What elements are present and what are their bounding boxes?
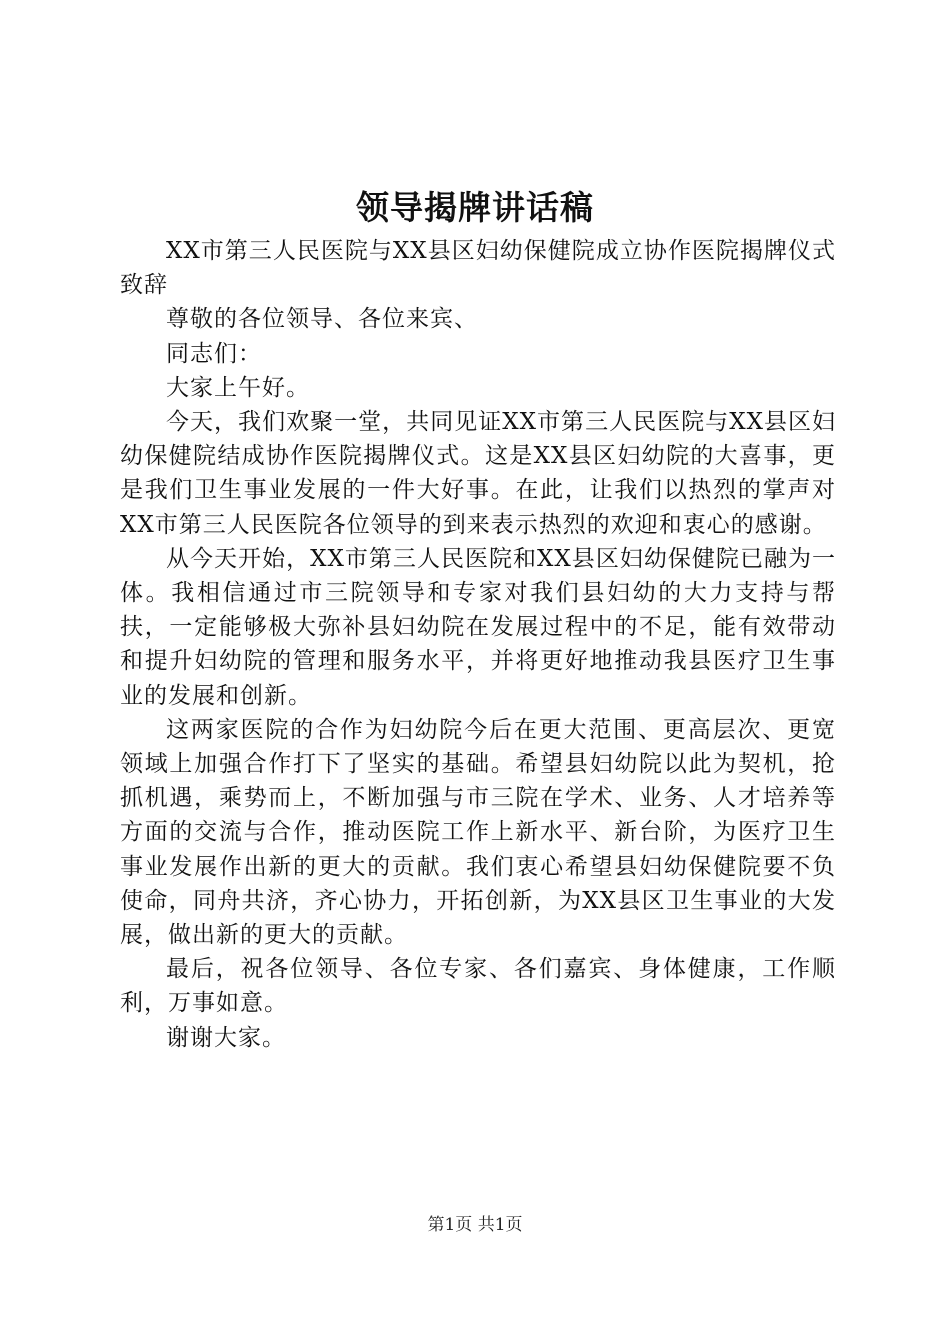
paragraph-thanks: 谢谢大家。: [166, 1024, 286, 1051]
document-title: 领导揭牌讲话稿: [356, 188, 594, 227]
paragraph-body-3: 这两家医院的合作为妇幼院今后在更大范围、更高层次、更宽领域上加强合作打下了坚实的基础。希望县妇幼院以此为契机，抢抓机遇，乘势而上，不断加强与市三院在学术、业务、人才培养等方面的交流与合作，推动医院工作上新水平、新台阶，为医疗卫生事业发展作出新的更大的贡献。我们衷心希望县妇幼保健院要不负使命，同舟共济，齐心协力，开拓创新，为XX县区卫生事业的大发展，做出新的更大的贡献。: [120, 716, 836, 949]
document-body: [120, 234, 836, 1055]
paragraph-closing: 最后，祝各位领导、各位专家、各们嘉宾、身体健康，工作顺利，万事如意。: [120, 956, 836, 1017]
paragraph-heading: XX市第三人民医院与XX县区妇幼保健院成立协作医院揭牌仪式致辞: [120, 238, 836, 299]
paragraph-salutation: 尊敬的各位领导、各位来宾、: [166, 306, 478, 333]
paragraph-body-1: 今天，我们欢聚一堂，共同见证XX市第三人民医院与XX县区妇幼保健院结成协作医院揭牌仪式。这是XX县区妇幼院的大喜事，更是我们卫生事业发展的一件大好事。在此，让我们以热烈的掌声对XX市第三人民医院各位领导的到来表示热烈的欢迎和衷心的感谢。: [120, 409, 836, 538]
page-footer: 第1页 共1页: [427, 1215, 523, 1235]
paragraph-salutation-2: 同志们：: [166, 340, 262, 367]
paragraph-greeting: 大家上午好。: [166, 374, 310, 401]
paragraph-body-2: 从今天开始，XX市第三人民医院和XX县区妇幼保健院已融为一体。我相信通过市三院领导和专家对我们县妇幼的大力支持与帮扶，一定能够极大弥补县妇幼院在发展过程中的不足，能有效带动和提升妇幼院的管理和服务水平，并将更好地推动我县医疗卫生事业的发展和创新。: [120, 545, 836, 709]
